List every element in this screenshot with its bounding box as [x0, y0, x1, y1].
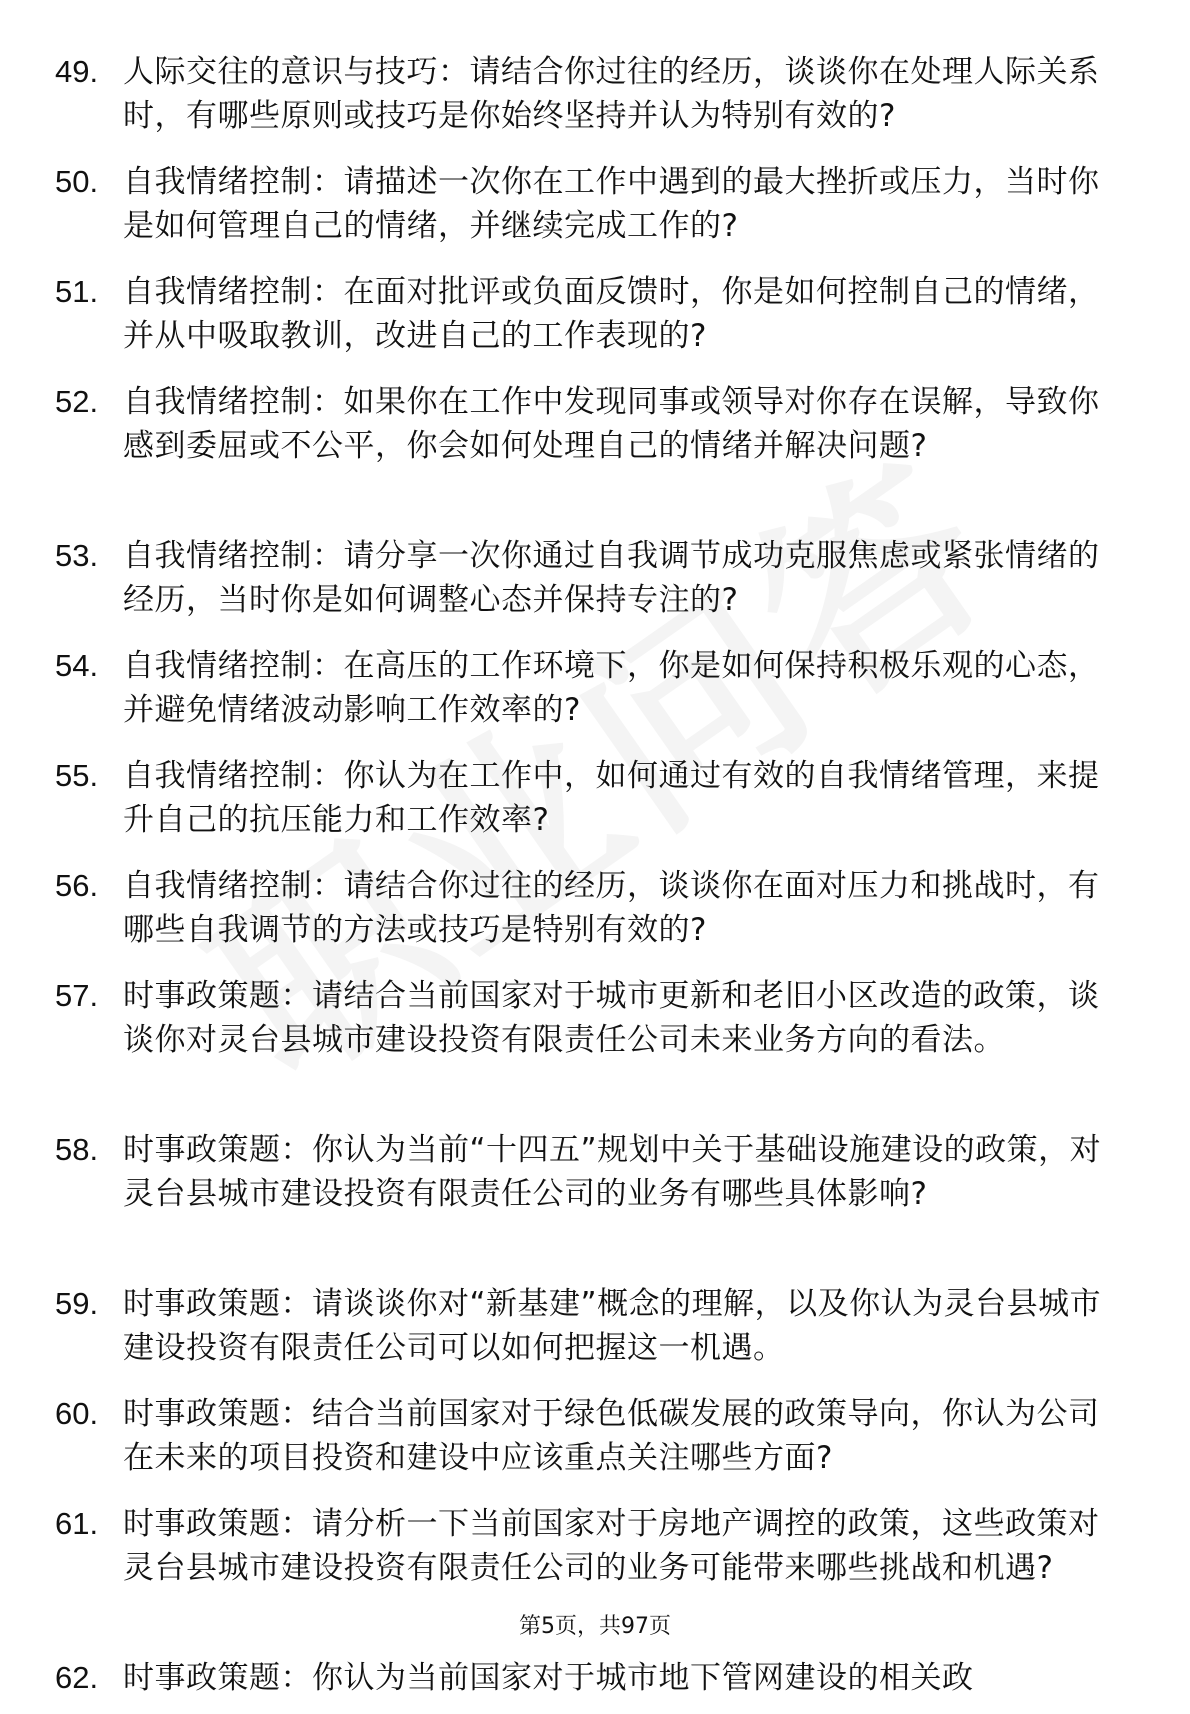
list-item [0, 1282, 1190, 1382]
list-item [0, 160, 1190, 260]
question-number: 50. [55, 164, 99, 199]
list-item [0, 754, 1190, 854]
list-item [0, 380, 1190, 524]
question-text: 自我情绪控制：在面对批评或负面反馈时，你是如何控制自己的情绪，并从中吸取教训，改进自己的工作表现的? [123, 274, 1100, 354]
list-item [0, 1656, 1190, 1704]
question-number: 59. [55, 1286, 99, 1321]
question-number: 57. [55, 978, 99, 1013]
question-number: 52. [55, 384, 99, 419]
question-number: 54. [55, 648, 99, 683]
question-text: 时事政策题：请分析一下当前国家对于房地产调控的政策，这些政策对灵台县城市建设投资有限责任公司的业务可能带来哪些挑战和机遇? [123, 1506, 1100, 1586]
question-text: 时事政策题：请谈谈你对“新基建”概念的理解，以及你认为灵台县城市建设投资有限责任公司可以如何把握这一机遇。 [123, 1286, 1102, 1366]
question-text: 自我情绪控制：如果你在工作中发现同事或领导对你存在误解，导致你感到委屈或不公平，你会如何处理自己的情绪并解决问题? [123, 384, 1100, 464]
list-item [0, 644, 1190, 744]
question-number: 51. [55, 274, 99, 309]
list-item [0, 534, 1190, 634]
question-text: 人际交往的意识与技巧：请结合你过往的经历，谈谈你在处理人际关系时，有哪些原则或技巧是你始终坚持并认为特别有效的? [123, 54, 1100, 134]
question-text: 自我情绪控制：你认为在工作中，如何通过有效的自我情绪管理，来提升自己的抗压能力和工作效率? [123, 758, 1100, 838]
page-number-footer: 第5页，共97页 [519, 1614, 671, 1639]
question-number: 60. [55, 1396, 99, 1431]
list-item [0, 50, 1190, 150]
question-text: 时事政策题：结合当前国家对于绿色低碳发展的政策导向，你认为公司在未来的项目投资和建设中应该重点关注哪些方面? [123, 1396, 1100, 1476]
question-number: 53. [55, 538, 99, 573]
question-text: 自我情绪控制：请分享一次你通过自我调节成功克服焦虑或紧张情绪的经历，当时你是如何调整心态并保持专注的? [123, 538, 1100, 618]
question-number: 61. [55, 1506, 99, 1541]
question-text: 时事政策题：你认为当前国家对于城市地下管网建设的相关政 [123, 1660, 974, 1696]
question-text: 自我情绪控制：请结合你过往的经历，谈谈你在面对压力和挑战时，有哪些自我调节的方法或技巧是特别有效的? [123, 868, 1100, 948]
list-item [0, 864, 1190, 964]
question-text: 时事政策题：你认为当前“十四五”规划中关于基础设施建设的政策，对灵台县城市建设投资有限责任公司的业务有哪些具体影响? [123, 1132, 1102, 1212]
question-number: 62. [55, 1660, 99, 1695]
list-item [0, 1392, 1190, 1492]
question-number: 58. [55, 1132, 99, 1167]
question-text: 自我情绪控制：在高压的工作环境下，你是如何保持积极乐观的心态，并避免情绪波动影响工作效率的? [123, 648, 1100, 728]
question-text: 时事政策题：请结合当前国家对于城市更新和老旧小区改造的政策，谈谈你对灵台县城市建设投资有限责任公司未来业务方向的看法。 [123, 978, 1100, 1058]
question-list [0, 50, 1190, 1714]
list-item [0, 974, 1190, 1118]
question-number: 49. [55, 54, 99, 89]
question-number: 56. [55, 868, 99, 903]
list-item [0, 270, 1190, 370]
list-item [0, 1128, 1190, 1272]
question-text: 自我情绪控制：请描述一次你在工作中遇到的最大挫折或压力，当时你是如何管理自己的情绪，并继续完成工作的? [123, 164, 1100, 244]
question-number: 55. [55, 758, 99, 793]
